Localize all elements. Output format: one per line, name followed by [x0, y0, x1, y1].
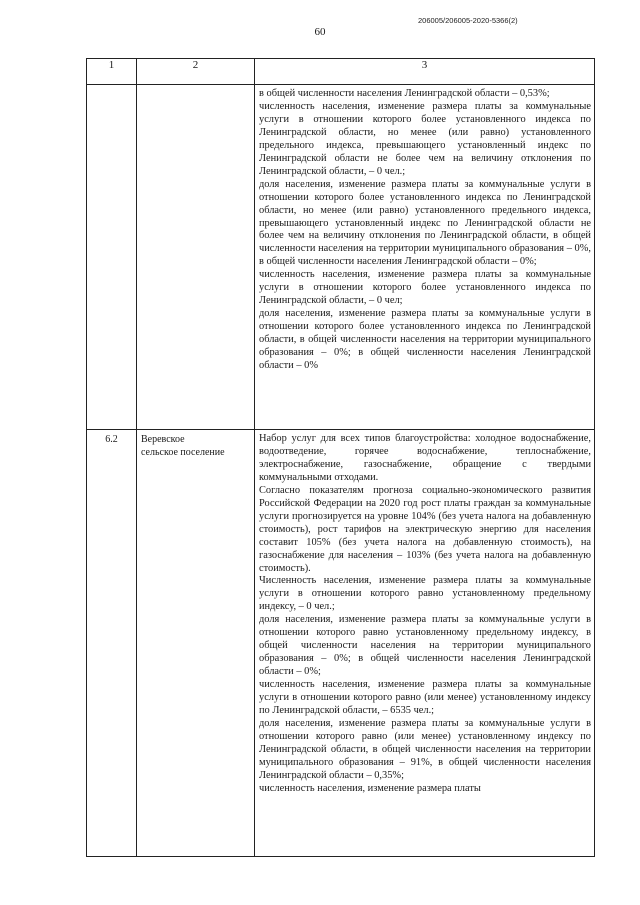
column-header-3: 3 [255, 59, 595, 85]
description-paragraph: Численность населения, изменение размера платы за коммунальные услуги в отношении которого равно установленному предельному индексу, – 0 чел.; [259, 575, 591, 613]
description-cell [255, 430, 595, 857]
page-number: 60 [314, 26, 326, 38]
table-row-continuation [87, 85, 595, 430]
table-header-row [87, 59, 595, 85]
description-paragraph: Набор услуг для всех типов благоустройства: холодное водоснабжение, водоотведение, горячее водоснабжение, теплоснабжение, электроснабжение, газоснабжение, обращение с твердыми коммунальными отходами. [259, 433, 591, 483]
description-paragraph: численность населения, изменение размера платы [259, 782, 481, 794]
column-header-1: 1 [87, 59, 137, 85]
description-paragraph: численность населения, изменение размера платы за коммунальные услуги в отношении которого более установленного индекса по Ленинградской области, но менее (или равно) установленного предельного индекса, превышающего установленный индекс по Ленинградской области не более чем на величину отклонения по Ленинградской области, – 0 чел.; [259, 100, 591, 177]
settlement-cell [137, 85, 255, 430]
row-number-cell [87, 85, 137, 430]
settlement-name-line: Веревское [141, 434, 185, 445]
description-paragraph: в общей численности населения Ленинградской области – 0,53%; [259, 88, 550, 99]
description-paragraph: численность населения, изменение размера платы за коммунальные услуги в отношении которого равно (или менее) установленному индексу по Ленинградской области, – 6535 чел.; [259, 679, 591, 717]
column-header-2: 2 [137, 59, 255, 85]
settlement-name-line: сельское поселение [141, 446, 225, 458]
description-paragraph: доля населения, изменение размера платы за коммунальные услуги в отношении которого равно (или менее) установленному индексу по Ленинградской области, в общей численности населения на территории муниципального образования – 91%, в общей численности населения Ленинградской области – 0,35%; [259, 717, 591, 781]
description-paragraph: доля населения, изменение размера платы за коммунальные услуги в отношении которого более установленного индекса по Ленинградской области, в общей численности населения на территории муниципального образования – 0%; в общей численности населения Ленинградской области – 0% [259, 308, 591, 372]
settlement-cell [137, 430, 255, 857]
description-paragraph: Согласно показателям прогноза социально-экономического развития Российской Федерации на 2020 год рост платы граждан за коммунальные услуги прогнозируется на уровне 104% (без учета налога на добавленную стоимость), рост тарифов на электрическую энергию для населения составит 105% (без учета налога на добавленную стоимость), на газоснабжение для населения – 103% (без учета налога на добавленную стоимость). [259, 484, 591, 574]
table-row-6-2 [87, 430, 595, 857]
description-cell [255, 85, 595, 430]
description-paragraph: доля населения, изменение размера платы за коммунальные услуги в отношении которого более установленного индекса по Ленинградской области, но менее (или равно) установленного предельного индекса, превышающего установленный индекс по Ленинградской области не более чем на величину отклонения по Ленинградской области, в общей численности населения на территории муниципального образования – 0%, в общей численности населения Ленинградской области – 0%; [259, 178, 591, 268]
data-table [86, 58, 595, 857]
description-paragraph: доля населения, изменение размера платы за коммунальные услуги в отношении которого равно установленному предельному индексу, в общей численности населения на территории муниципального образования – 0%; в общей численности населения Ленинградской области – 0%; [259, 614, 591, 678]
row-number-cell: 6.2 [87, 430, 137, 857]
description-paragraph: численность населения, изменение размера платы за коммунальные услуги в отношении которого более установленного индекса по Ленинградской области, – 0 чел; [259, 269, 591, 307]
document-code: 206005/206005-2020-5366(2) [418, 16, 518, 25]
